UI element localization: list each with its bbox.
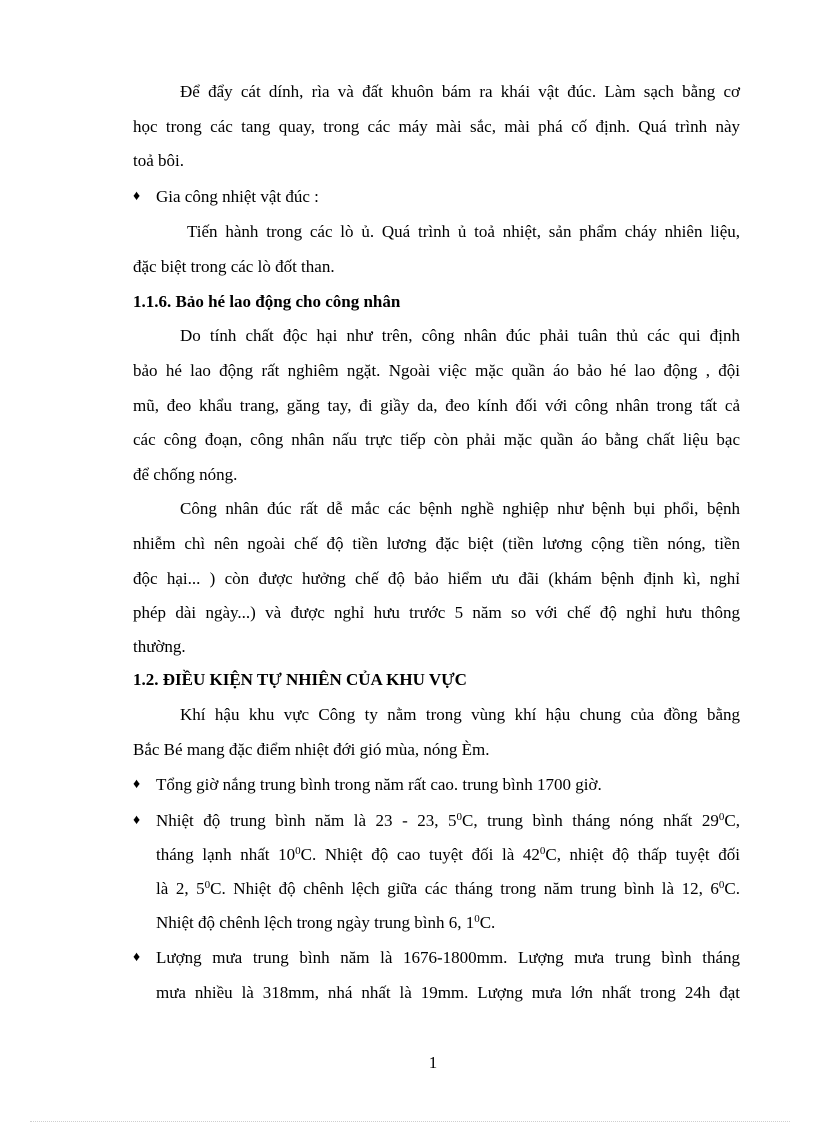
- paragraph-line: học trong các tang quay, trong các máy mài sắc, mài phá cố định. Quá trình này: [133, 117, 740, 136]
- section-heading: 1.2. ĐIỀU KIỆN TỰ NHIÊN CỦA KHU VỰC: [133, 670, 467, 689]
- paragraph-line: phép dài ngày...) và được nghỉ hưu trước 5 năm so với chế độ nghỉ hưu thông: [133, 603, 740, 622]
- bullet-text-line: mưa nhiều là 318mm, nhá nhất là 19mm. Lượng mưa lớn nhất trong 24h đạt: [156, 983, 740, 1002]
- diamond-bullet-icon: ♦: [133, 950, 141, 965]
- paragraph-line: các công đoạn, công nhân nấu trực tiếp còn phải mặc quần áo bằng chất liệu bạc: [133, 430, 740, 449]
- bullet-text-line: Nhiệt độ chênh lệch trong ngày trung bình 6, $1^0C$.: [156, 913, 496, 932]
- paragraph-line: Để đẩy cát dính, rìa và đất khuôn bám ra khái vật đúc. Làm sạch bằng cơ: [180, 82, 740, 101]
- diamond-bullet-icon: ♦: [133, 189, 141, 204]
- paragraph-line: bảo hé lao động rất nghiêm ngặt. Ngoài việc mặc quần áo bảo hé lao động , đội: [133, 361, 740, 380]
- section-heading: 1.1.6. Bảo hé lao động cho công nhân: [133, 292, 401, 311]
- diamond-bullet-icon: ♦: [133, 777, 141, 792]
- paragraph-line: thường.: [133, 637, 186, 656]
- paragraph-line: nhiễm chì nên ngoài chế độ tiền lương đặc biệt (tiền lương cộng tiền nóng, tiền: [133, 534, 740, 553]
- paragraph-line: Khí hậu khu vực Công ty nằm trong vùng khí hậu chung của đồng bằng: [180, 705, 740, 724]
- paragraph-line: Tiến hành trong các lò ủ. Quá trình ủ toả nhiệt, sản phẩm cháy nhiên liệu,: [187, 222, 740, 241]
- paragraph-line: Do tính chất độc hại như trên, công nhân đúc phải tuân thủ các qui định: [180, 326, 740, 345]
- paragraph-line: đặc biệt trong các lò đốt than.: [133, 257, 335, 276]
- paragraph-line: để chống nóng.: [133, 465, 238, 484]
- paragraph-line: Bắc Bé mang đặc điểm nhiệt đới gió mùa, nóng Èm.: [133, 740, 490, 759]
- bullet-text: Tổng giờ nắng trung bình trong năm rất cao. trung bình 1700 giờ.: [156, 775, 602, 794]
- page-number: 1: [428, 1053, 438, 1072]
- diamond-bullet-icon: ♦: [133, 813, 141, 828]
- paragraph-line: độc hại... ) còn được hưởng chế độ bảo hiểm ưu đãi (khám bệnh định kì, nghỉ: [133, 569, 740, 588]
- bullet-text-line: Lượng mưa trung bình năm là 1676-1800mm. Lượng mưa trung bình tháng: [156, 948, 740, 967]
- paragraph-line: mũ, đeo khẩu trang, găng tay, đi giầy da, đeo kính đối với công nhân trong tất cả: [133, 396, 740, 415]
- paragraph-line: Công nhân đúc rất dễ mắc các bệnh nghề nghiệp như bệnh bụi phổi, bệnh: [180, 499, 740, 518]
- bullet-text-line: tháng lạnh nhất $10^0C$. Nhiệt độ cao tuyệt đối là $42^0C$, nhiệt độ thấp tuyệt đối: [156, 845, 740, 864]
- bullet-text-line: là 2, $5^0C$. Nhiệt độ chênh lệch giữa các tháng trong năm trung bình là 12, $6^0C$.: [156, 879, 740, 898]
- bullet-text-line: Nhiệt độ trung bình năm là 23 - 23, $5^0C$, trung bình tháng nóng nhất $29^0C$,: [156, 811, 740, 830]
- paragraph-line: toả bôi.: [133, 151, 184, 170]
- page-bottom-rule: [30, 1121, 790, 1122]
- bullet-text: Gia công nhiệt vật đúc :: [156, 187, 319, 206]
